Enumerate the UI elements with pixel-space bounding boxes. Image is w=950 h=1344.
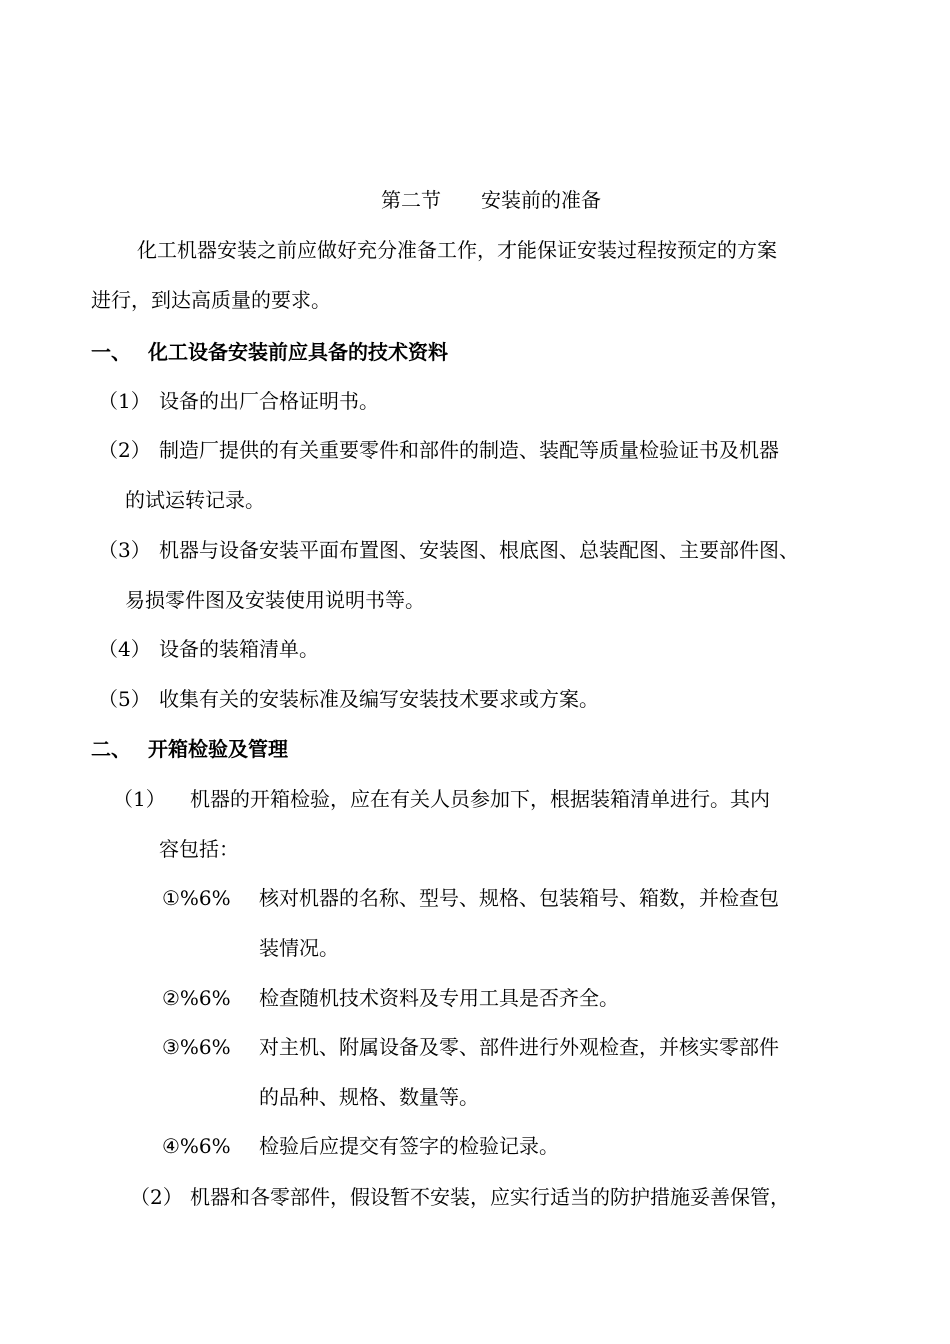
list-1-item-2-text: 制造厂提供的有关重要零件和部件的制造、装配等质量检验证书及机器	[159, 438, 779, 462]
list-1-item-3-text: 机器与设备安装平面布置图、安装图、根底图、总装配图、主要部件图、	[159, 538, 799, 562]
subitem-2-number: ②%6%	[162, 986, 231, 1010]
subitem-2-text: 检查随机技术资料及专用工具是否齐全。	[259, 986, 619, 1010]
list-1-item-2-number: （2）	[98, 438, 151, 462]
item-2-2-number: （2）	[130, 1185, 183, 1209]
list-1-item-4-number: （4）	[98, 637, 151, 661]
intro-line-1: 化工机器安装之前应做好充分准备工作，才能保证安装过程按预定的方案	[137, 238, 777, 262]
subitem-1-number: ①%6%	[162, 886, 231, 910]
heading-2-number: 二、	[91, 737, 131, 761]
intro-line-2: 进行，到达高质量的要求。	[91, 288, 331, 312]
heading-1-number: 一、	[91, 340, 131, 364]
list-1-item-1-number: （1）	[98, 389, 151, 413]
subitem-1-continuation: 装情况。	[259, 936, 339, 960]
list-1-item-1-text: 设备的出厂合格证明书。	[159, 389, 379, 413]
heading-1-text: 化工设备安装前应具备的技术资料	[148, 340, 448, 364]
list-1-item-5-number: （5）	[98, 687, 151, 711]
section-title: 第二节 安装前的准备	[381, 188, 601, 212]
subitem-3-text: 对主机、附属设备及零、部件进行外观检查，并核实零部件	[259, 1035, 779, 1059]
item-2-2-text: 机器和各零部件，假设暂不安装，应实行适当的防护措施妥善保管，	[190, 1185, 790, 1209]
item-2-1-text: 机器的开箱检验，应在有关人员参加下，根据装箱清单进行。其内	[190, 787, 770, 811]
list-1-item-4-text: 设备的装箱清单。	[159, 637, 319, 661]
subitem-3-continuation: 的品种、规格、数量等。	[259, 1085, 479, 1109]
subitem-3-number: ③%6%	[162, 1035, 231, 1059]
list-1-item-3-number: （3）	[98, 538, 151, 562]
subitem-1-text: 核对机器的名称、型号、规格、包装箱号、箱数，并检查包	[259, 886, 779, 910]
subitem-4-number: ④%6%	[162, 1134, 231, 1158]
list-1-item-3-continuation: 易损零件图及安装使用说明书等。	[125, 588, 425, 612]
list-1-item-5-text: 收集有关的安装标准及编写安装技术要求或方案。	[159, 687, 599, 711]
heading-2-text: 开箱检验及管理	[148, 737, 288, 761]
subitem-4-text: 检验后应提交有签字的检验记录。	[259, 1134, 559, 1158]
item-2-1-number: （1）	[113, 787, 166, 811]
item-2-1-continuation: 容包括：	[159, 837, 239, 861]
list-1-item-2-continuation: 的试运转记录。	[125, 488, 265, 512]
